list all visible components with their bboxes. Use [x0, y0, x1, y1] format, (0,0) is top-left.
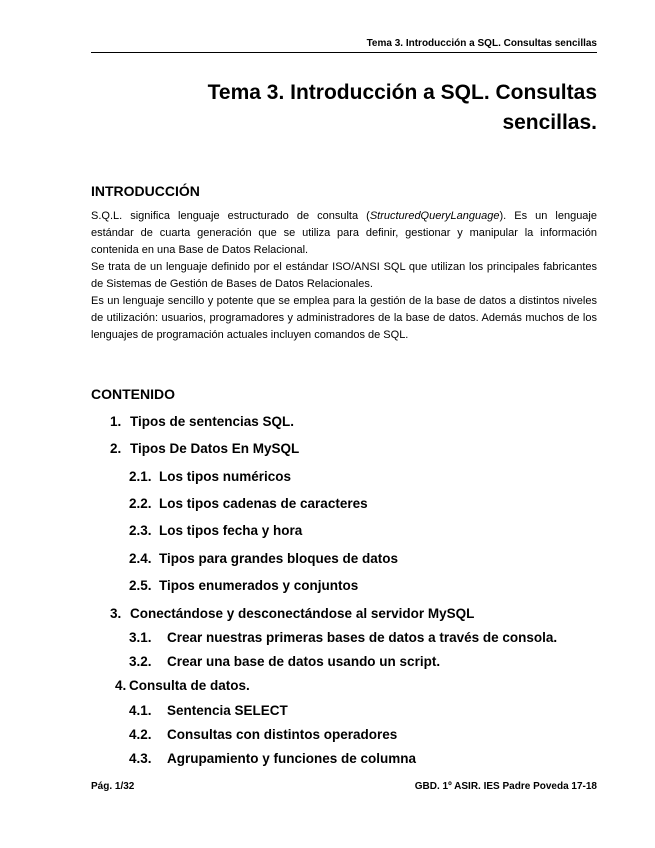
toc-item-number: 2.2.: [129, 496, 152, 511]
toc-item-text: Los tipos fecha y hora: [159, 523, 303, 538]
toc-item-number: 3.: [110, 606, 122, 621]
toc-item-number: 3.1.: [129, 630, 152, 645]
toc-item-text: Crear nuestras primeras bases de datos a través de consola.: [167, 630, 558, 645]
toc-item: [129, 523, 302, 538]
toc-item-text: Los tipos cadenas de caracteres: [159, 496, 368, 511]
toc-item: [115, 678, 250, 693]
toc-item-text: Agrupamiento y funciones de columna: [167, 751, 417, 766]
toc-item: [110, 606, 474, 621]
intro-paragraph-2: Se trata de un lenguaje definido por el estándar ISO/ANSI SQL que utilizan los principales fabricantes de Sistemas de Gestión de Bases de Datos Relacionales.: [91, 261, 597, 290]
intro-p1-italic: StructuredQueryLanguage: [369, 210, 500, 222]
toc-item-number: 2.5.: [129, 578, 152, 593]
toc-item-text: Tipos de sentencias SQL.: [130, 414, 295, 429]
toc-item-text: Consultas con distintos operadores: [167, 727, 398, 742]
course-info: GBD. 1º ASIR. IES Padre Poveda 17-18: [414, 781, 597, 792]
page-footer: [91, 781, 597, 792]
intro-body: [91, 208, 597, 344]
toc-item: [129, 703, 288, 718]
toc-item: [110, 441, 299, 456]
toc-item-text: Consulta de datos.: [129, 678, 250, 693]
intro-heading: INTRODUCCIÓN: [91, 183, 200, 199]
toc-item-number: 2.3.: [129, 523, 152, 538]
toc-item-text: Los tipos numéricos: [159, 469, 292, 484]
page-number: Pág. 1/32: [91, 781, 135, 792]
toc-item-number: 2.: [110, 441, 122, 456]
toc-item: [129, 727, 397, 742]
toc-item-number: 1.: [110, 414, 122, 429]
toc-item: [110, 414, 294, 429]
page-title-line-2: sencillas.: [502, 111, 597, 134]
toc-item: [129, 551, 398, 566]
toc-item-number: 3.2.: [129, 654, 152, 669]
toc-item-text: Conectándose y desconectándose al servidor MySQL: [130, 606, 475, 621]
toc-item-number: 4.2.: [129, 727, 152, 742]
intro-p1-before: S.Q.L. significa lenguaje estructurado de consulta (: [91, 210, 370, 222]
page-title-line-1: Tema 3. Introducción a SQL. Consultas: [207, 81, 597, 104]
toc-item-text: Tipos enumerados y conjuntos: [159, 578, 359, 593]
page-title: [137, 78, 597, 138]
toc-item: [129, 496, 368, 511]
toc-item-number: 4.3.: [129, 751, 152, 766]
toc-item: [129, 578, 358, 593]
toc-item-text: Tipos De Datos En MySQL: [130, 441, 300, 456]
contents-heading: CONTENIDO: [91, 386, 175, 402]
intro-p1-after: ). Es un lenguaje estándar de cuarta generación que se utiliza para definir, gestionar y manipular la información contenida en una Base de Datos Relacional.: [91, 210, 597, 256]
toc-item-number: 2.4.: [129, 551, 152, 566]
toc-item-number: 2.1.: [129, 469, 152, 484]
toc-item-text: Tipos para grandes bloques de datos: [159, 551, 399, 566]
toc-item: [129, 751, 416, 766]
toc-item-number: 4.1.: [129, 703, 152, 718]
toc-item-text: Crear una base de datos usando un script.: [167, 654, 441, 669]
toc-item: [129, 630, 557, 645]
toc-item: [129, 654, 440, 669]
toc-item-number: 4.: [115, 678, 127, 693]
toc-item: [129, 469, 291, 484]
running-header: Tema 3. Introducción a SQL. Consultas sencillas: [91, 38, 597, 53]
intro-paragraph-1: [91, 208, 597, 259]
intro-paragraph-3: Es un lenguaje sencillo y potente que se emplea para la gestión de la base de datos a distintos niveles de utilización: usuarios, programadores y administradores de la base de datos. Además muchos de los lenguajes de programación actuales incluyen comandos de SQL.: [91, 295, 597, 341]
toc-item-text: Sentencia SELECT: [167, 703, 288, 718]
